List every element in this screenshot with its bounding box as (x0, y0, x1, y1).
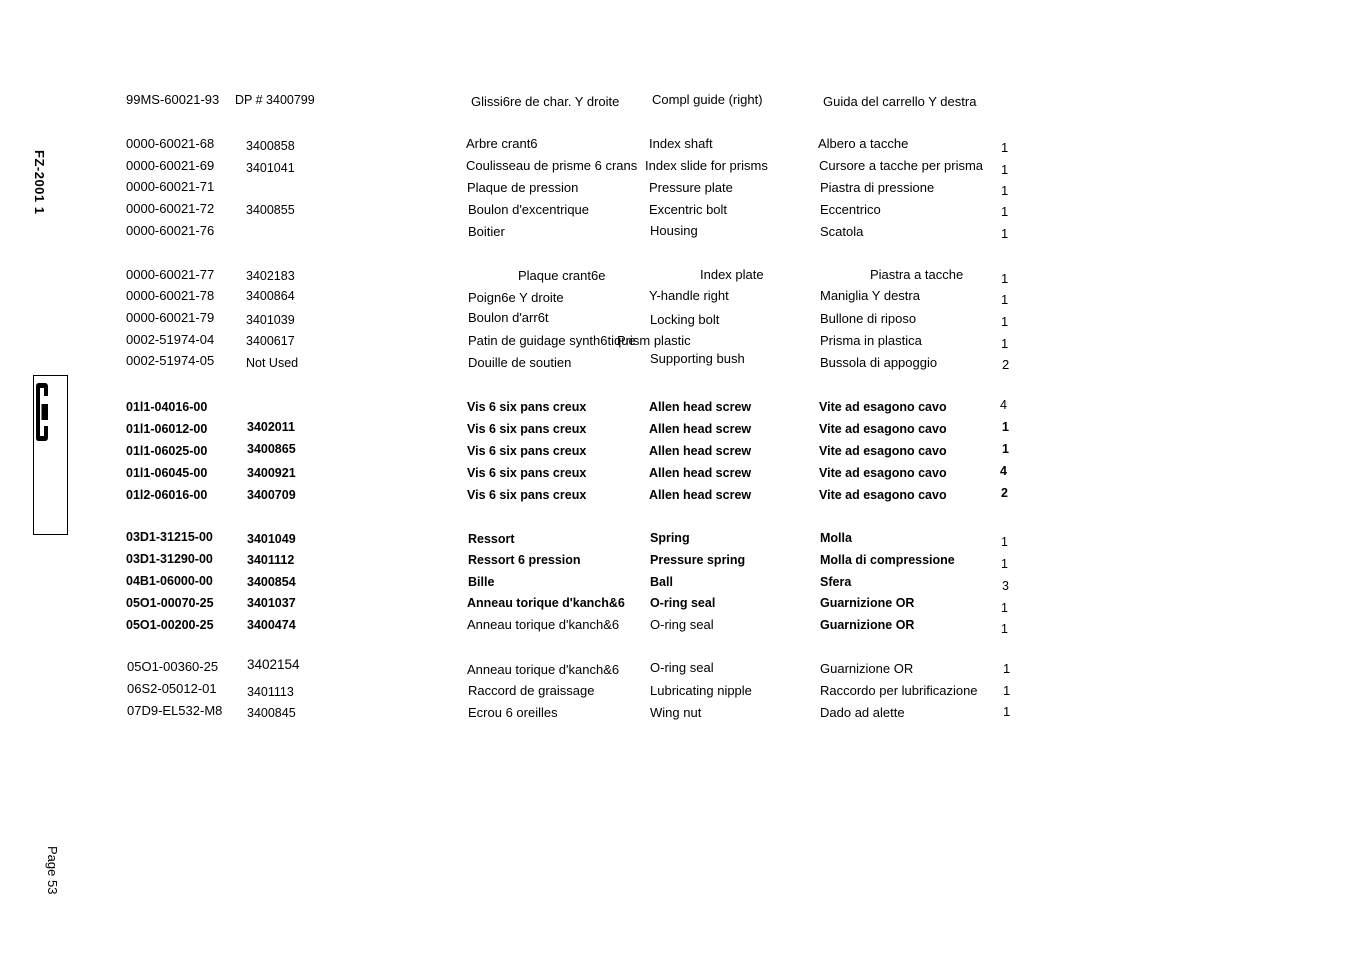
part-code: 04B1-06000-00 (126, 574, 213, 588)
part-qty: 1 (1001, 226, 1009, 241)
table-row (0, 615, 1351, 635)
part-name-fr: Ecrou 6 oreilles (468, 705, 558, 720)
part-ref: 3401113 (247, 685, 294, 699)
part-code: 0000-60021-72 (126, 201, 215, 216)
part-ref: 3402011 (247, 420, 295, 434)
part-qty: 1 (1001, 204, 1009, 219)
part-name-fr: Poign6e Y droite (468, 290, 564, 305)
table-row (0, 657, 1351, 677)
part-name-en: Index shaft (649, 136, 713, 151)
part-code: 05O1-00360-25 (127, 659, 219, 674)
part-qty: 1 (1003, 661, 1011, 676)
part-name-en: Housing (650, 223, 698, 238)
part-name-fr: Vis 6 six pans creux (467, 444, 587, 458)
part-qty: 1 (1003, 704, 1011, 719)
part-qty: 1 (1001, 535, 1008, 549)
page-number: Page 53 (45, 846, 60, 895)
part-name-fr: Douille de soutien (468, 355, 572, 370)
table-row (0, 441, 1351, 461)
part-qty: 1 (1001, 162, 1009, 177)
part-code: 01l1-06045-00 (126, 466, 208, 480)
part-code: 01l1-04016-00 (126, 400, 208, 414)
part-name-it: Guida del carrello Y destra (823, 94, 977, 109)
part-qty: 1 (1001, 557, 1008, 571)
table-row (0, 265, 1351, 285)
part-name-en: Index plate (700, 267, 764, 282)
part-name-it: Vite ad esagono cavo (819, 422, 947, 436)
part-name-en: Excentric bolt (649, 202, 728, 217)
part-name-it: Molla (820, 531, 852, 545)
part-name-fr: Vis 6 six pans creux (467, 488, 587, 502)
part-ref: 3401037 (247, 596, 296, 610)
part-code: 05O1-00200-25 (126, 618, 214, 632)
part-ref: 3400474 (247, 618, 296, 632)
part-code: 03D1-31215-00 (126, 530, 213, 544)
part-name-fr: Plaque de pression (467, 180, 579, 195)
part-name-it: Guarnizione OR (820, 661, 914, 676)
part-qty: 3 (1002, 579, 1009, 593)
part-name-en: Allen head screw (649, 444, 752, 458)
part-name-en: Allen head screw (649, 422, 752, 436)
part-name-en: Pressure spring (650, 553, 746, 567)
part-code: 0000-60021-71 (126, 179, 215, 194)
part-ref: 3400845 (247, 706, 296, 720)
table-row (0, 330, 1351, 350)
table-row (0, 593, 1351, 613)
part-name-fr: Raccord de graissage (468, 683, 595, 698)
part-name-it: Dado ad alette (820, 705, 905, 720)
table-row (0, 679, 1351, 699)
part-name-fr: Anneau torique d'kanch&6 (467, 617, 620, 632)
table-row (0, 286, 1351, 306)
part-name-fr: Vis 6 six pans creux (467, 466, 587, 480)
part-name-it: Vite ad esagono cavo (819, 466, 947, 480)
part-qty: 2 (1001, 486, 1008, 500)
part-name-fr: Patin de guidage synth6tique (468, 333, 636, 348)
part-qty: 1 (1001, 622, 1008, 636)
part-code: 03D1-31290-00 (126, 552, 213, 566)
part-name-en: Index slide for prisms (645, 158, 768, 173)
part-name-en: Locking bolt (650, 312, 720, 327)
part-code: 0000-60021-78 (126, 288, 215, 303)
part-ref: 3402154 (247, 657, 300, 672)
part-name-en: O-ring seal (650, 660, 714, 675)
part-code: 07D9-EL532-M8 (127, 703, 223, 718)
part-name-it: Cursore a tacche per prisma (819, 158, 984, 173)
part-name-it: Scatola (820, 224, 864, 239)
part-qty: 1 (1001, 292, 1009, 307)
table-row (0, 199, 1351, 219)
part-qty: 1 (1002, 420, 1009, 434)
part-ref: 3401041 (246, 161, 295, 175)
table-row (0, 419, 1351, 439)
part-name-en: O-ring seal (650, 596, 716, 610)
part-code: 0002-51974-05 (126, 353, 215, 368)
part-name-it: Guarnizione OR (820, 596, 915, 610)
table-row (0, 463, 1351, 483)
part-code: 05O1-00070-25 (126, 596, 214, 610)
part-ref: 3400854 (247, 575, 296, 589)
part-name-it: Guarnizione OR (820, 618, 915, 632)
part-name-it: Albero a tacche (818, 136, 909, 151)
table-row (0, 156, 1351, 176)
part-ref: 3400617 (246, 334, 295, 348)
part-name-en: Ball (650, 575, 673, 589)
part-name-fr: Boitier (468, 224, 505, 239)
part-ref: 3400709 (247, 488, 296, 502)
part-name-en: Prism plastic (617, 333, 691, 348)
part-name-it: Sfera (820, 575, 852, 589)
part-code: 01l1-06012-00 (126, 422, 208, 436)
table-row (0, 397, 1351, 417)
part-qty: 1 (1003, 683, 1011, 698)
part-name-fr: Ressort 6 pression (468, 553, 581, 567)
part-name-en: Allen head screw (649, 400, 752, 414)
part-name-en: Supporting bush (650, 351, 745, 366)
part-ref: 3401112 (247, 553, 295, 567)
part-name-it: Raccordo per lubrificazione (820, 683, 978, 698)
table-row (0, 221, 1351, 241)
part-name-it: Piastra a tacche (870, 267, 964, 282)
part-name-it: Piastra di pressione (820, 180, 935, 195)
part-ref: 3400921 (247, 466, 296, 480)
part-name-fr: Coulisseau de prisme 6 crans (466, 158, 638, 173)
part-name-it: Vite ad esagono cavo (819, 444, 947, 458)
part-qty: 2 (1002, 357, 1010, 372)
part-code: 0000-60021-76 (126, 223, 215, 238)
part-name-en: Y-handle right (649, 288, 729, 303)
part-name-fr: Bille (468, 575, 495, 589)
part-code: 0000-60021-69 (126, 158, 215, 173)
table-row (0, 701, 1351, 721)
part-code: 0000-60021-77 (126, 267, 215, 282)
part-name-fr: Vis 6 six pans creux (467, 422, 587, 436)
table-row (0, 177, 1351, 197)
part-name-fr: Arbre crant6 (466, 136, 538, 151)
table-row (0, 485, 1351, 505)
part-code: 06S2-05012-01 (127, 681, 217, 696)
part-ref: 3400858 (246, 139, 295, 153)
part-name-it: Bussola di appoggio (820, 355, 938, 370)
part-ref: Not Used (246, 356, 299, 370)
part-name-fr: Boulon d'excentrique (468, 202, 590, 217)
part-name-en: Allen head screw (649, 488, 752, 502)
part-name-fr: Vis 6 six pans creux (467, 400, 587, 414)
part-code: 0000-60021-79 (126, 310, 215, 325)
part-code: 99MS-60021-93 (126, 92, 220, 107)
part-name-it: Vite ad esagono cavo (819, 488, 947, 502)
part-qty: 1 (1001, 140, 1009, 155)
assembly-header-row (0, 90, 1351, 110)
part-name-en: Allen head screw (649, 466, 752, 480)
part-name-it: Bullone di riposo (820, 311, 917, 326)
part-ref: 3401039 (246, 313, 295, 327)
table-row (0, 527, 1351, 547)
table-row (0, 351, 1351, 371)
part-name-it: Vite ad esagono cavo (819, 400, 947, 414)
part-ref: 3400855 (246, 203, 295, 217)
part-name-fr: Anneau torique d'kanch&6 (467, 662, 620, 677)
part-qty: 1 (1001, 314, 1009, 329)
part-qty: 4 (1000, 464, 1007, 478)
part-name-it: Prisma in plastica (820, 333, 922, 348)
part-qty: 1 (1001, 183, 1009, 198)
part-code: 01l2-06016-00 (126, 488, 208, 502)
part-name-it: Molla di compressione (820, 553, 955, 567)
part-name-en: Compl guide (right) (652, 92, 763, 107)
part-code: 0000-60021-68 (126, 136, 215, 151)
part-name-en: Wing nut (650, 705, 702, 720)
document-id: FZ-2001 1 (32, 150, 47, 215)
part-name-fr: Boulon d'arr6t (468, 310, 549, 325)
table-row (0, 549, 1351, 569)
part-ref: 3400865 (247, 442, 296, 456)
part-ref: 3400864 (246, 289, 295, 303)
part-qty: 1 (1002, 442, 1009, 456)
part-name-fr: Glissi6re de char. Y droite (471, 94, 620, 109)
part-name-en: Pressure plate (649, 180, 733, 195)
part-name-en: Spring (650, 531, 690, 545)
part-qty: 4 (1000, 398, 1007, 412)
part-ref: 3402183 (246, 269, 295, 283)
table-row (0, 308, 1351, 328)
part-code: 0002-51974-04 (126, 332, 215, 347)
part-name-it: Maniglia Y destra (820, 288, 920, 303)
table-row (0, 134, 1351, 154)
table-row (0, 571, 1351, 591)
part-name-en: Lubricating nipple (650, 683, 752, 698)
part-code: 01l1-06025-00 (126, 444, 208, 458)
part-qty: 1 (1001, 336, 1009, 351)
part-qty: 1 (1001, 271, 1009, 286)
part-name-it: Eccentrico (820, 202, 881, 217)
part-name-fr: Anneau torique d'kanch&6 (467, 596, 625, 610)
part-ref: DP # 3400799 (235, 93, 315, 107)
part-name-fr: Plaque crant6e (518, 268, 606, 283)
part-qty: 1 (1001, 601, 1008, 615)
part-ref: 3401049 (247, 532, 296, 546)
part-name-fr: Ressort (468, 532, 515, 546)
part-name-en: O-ring seal (650, 617, 714, 632)
